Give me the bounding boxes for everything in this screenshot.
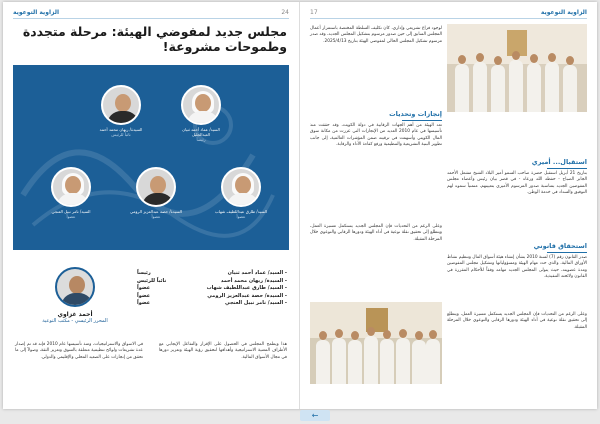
member-photo bbox=[101, 85, 141, 125]
magazine-spread bbox=[3, 2, 597, 409]
body-column-left: في الاسواق والاستراتيجيات، ومنذ تأسيسها عام 2010 فإنه قد تم إصدار عدة تشريعات ولوائح تنظيمية متعلقة بالسوق وتعزيز الثقة، وصولاً إلى ما تحقق من إنجازات على الصعيد المحلي والإقليمي والدولي. bbox=[15, 342, 144, 360]
roster-role: نائباً للرئيس bbox=[137, 277, 167, 284]
roster-name: - السيدة/ حصة عبدالعزيز الرومي bbox=[207, 292, 287, 299]
member-card bbox=[43, 167, 99, 219]
roster-row bbox=[137, 270, 287, 278]
board-roster bbox=[137, 270, 287, 308]
member-card bbox=[213, 167, 269, 219]
right-page bbox=[300, 2, 597, 409]
member-name: السيدة/ حصة عبدالعزيز الرومي bbox=[130, 209, 182, 214]
left-page-number: 24 bbox=[281, 9, 289, 16]
right-section-label: الزاوية التوعوية bbox=[540, 9, 587, 16]
right-page-number: 17 bbox=[310, 9, 318, 16]
member-photo bbox=[51, 167, 91, 207]
author-role: المحرر الرئيسي - مكتب التوعية bbox=[42, 318, 108, 324]
body-column-right: هذا ويطمح المجلس في الحصول على الإقرار والتفاعل الإيجابي مع الأطراف المعنية الاستراتيجية وأهدافها لتحقيق رؤية الهيئة وتعزيز دورها في مجال الأسواق المالية. bbox=[159, 342, 287, 360]
member-name: السيد/ عماد أحمد ثنيان العبدالجليل bbox=[182, 127, 220, 137]
member-role: رئيساً bbox=[196, 137, 206, 142]
group-photo bbox=[310, 302, 442, 384]
roster-role: رئيساً bbox=[137, 270, 151, 276]
roster-name: - السيد/ عماد أحمد ثنيان bbox=[227, 270, 287, 276]
achievements-text: تعد الهيئة من أهم الجهات الرقابية في دولة الكويت، وقد حققت منذ تأسيسها في عام 2010 العديد من الإنجازات التي عززت من مكانة سوق المال الكويتي وأسهمت في ترقيته ضمن المؤشرات العالمية، إلى جانب تطوير البنية التشريعية والتنظيمية ورفع كفاءة الأداء والرقابة. bbox=[310, 123, 442, 148]
board-members-panel bbox=[13, 65, 289, 250]
roster-row bbox=[137, 300, 287, 308]
closing-text: وعلى الرغم من التحديات فإن المجلس الجديد يستكمل مسيرة العمل، ويتطلع إلى تحقيق نقلة نوعية في أداء الهيئة ودورها الرقابي والتوعوي خلال المرحلة المقبلة. bbox=[447, 312, 587, 330]
member-name: السيد/ طارق عبداللطيف شهاب bbox=[215, 209, 267, 214]
subhead-independence: استحقاق قانوني bbox=[447, 242, 587, 253]
subhead-achievements: إنجازات وتحديات bbox=[310, 110, 442, 121]
left-page bbox=[3, 2, 300, 409]
author-box bbox=[25, 267, 125, 324]
left-page-header bbox=[13, 7, 289, 19]
author-photo bbox=[55, 267, 95, 307]
roster-name: - السيد/ نامر نبيل العنجي bbox=[225, 300, 287, 306]
next-page-arrow-icon[interactable]: ← bbox=[300, 410, 330, 421]
roster-name: - السيد/ طارق عبداللطيف شهاب bbox=[206, 285, 287, 291]
calligraphy-watermark bbox=[13, 75, 289, 245]
author-name: أحمد غزاوي bbox=[57, 311, 93, 318]
member-name: السيدة/ ريهان محمد أحمد bbox=[99, 127, 143, 132]
roster-row bbox=[137, 285, 287, 293]
achievements-text-cont: وعلى الرغم من التحديات فإن المجلس الجديد يستكمل مسيرة العمل، ويتطلع إلى تحقيق نقلة نوعية في أداء الهيئة ودورها الرقابي والتوعوي خلال المرحلة المقبلة. bbox=[310, 224, 442, 242]
roster-name: - السيدة/ ريهان محمد أحمد bbox=[220, 277, 287, 284]
member-card bbox=[128, 167, 184, 219]
member-card bbox=[173, 85, 229, 142]
independence-text: صدر القانون رقم (7) لسنة 2010 بشأن إنشاء هيئة أسواق المال وتنظيم نشاط الأوراق المالية، والذي حدد مهام الهيئة ومسؤولياتها وتشكيل مجلس المفوضين ومدة عضويته، حيث يتولى المجلس الجديد مهامه وفقاً للأحكام المقررة في القانون ولائحته التنفيذية. bbox=[447, 255, 587, 280]
member-role: عضواً bbox=[151, 214, 161, 219]
left-section-label: الزاوية التوعوية bbox=[13, 9, 60, 16]
continuity-text: بتاريخ 21 أبريل استقبل حضرة صاحب السمو أمير البلاد الشيخ مشعل الأحمد الجابر الصباح - حفظه الله ورعاه - في قصر بيان رئيس وأعضاء مجلس المفوضين الجديد بمناسبة صدور المرسوم الأميري بتعيينهم، متمنياً سموه لهم التوفيق والسداد في خدمة الوطن. bbox=[447, 171, 587, 196]
right-page-header bbox=[310, 7, 587, 19]
subhead-continuity: استقبال... أميري bbox=[447, 158, 587, 169]
member-photo bbox=[181, 85, 221, 125]
ceremony-photo bbox=[447, 24, 587, 112]
intro-text: لوجود فراغ تشريعي وإداري، كان تكليف السلطة المختصة باستمرار أعمال المجلس السابق إلى حين صدور مرسوم بتشكيل المجلس الجديد، وقد صدر مرسوم تشكيل المجلس الحالي لمفوضي الهيئة بتاريخ 2025/4/13. bbox=[310, 26, 442, 44]
article-title: مجلس جديد لمفوضي الهيئة: مرحلة متجددة وطموحات مشروعة! bbox=[22, 24, 287, 54]
member-role: عضواً bbox=[236, 214, 246, 219]
member-name: السيد/ نامر نبيل العنجي bbox=[51, 209, 91, 214]
member-role: عضواً bbox=[66, 214, 76, 219]
member-photo bbox=[136, 167, 176, 207]
roster-role: عضواً bbox=[137, 285, 151, 291]
roster-row bbox=[137, 278, 287, 286]
roster-role: عضواً bbox=[137, 292, 151, 299]
member-card bbox=[93, 85, 149, 137]
member-photo bbox=[221, 167, 261, 207]
member-role: نائباً للرئيس bbox=[111, 132, 131, 137]
roster-role: عضواً bbox=[137, 300, 151, 306]
roster-row bbox=[137, 293, 287, 301]
